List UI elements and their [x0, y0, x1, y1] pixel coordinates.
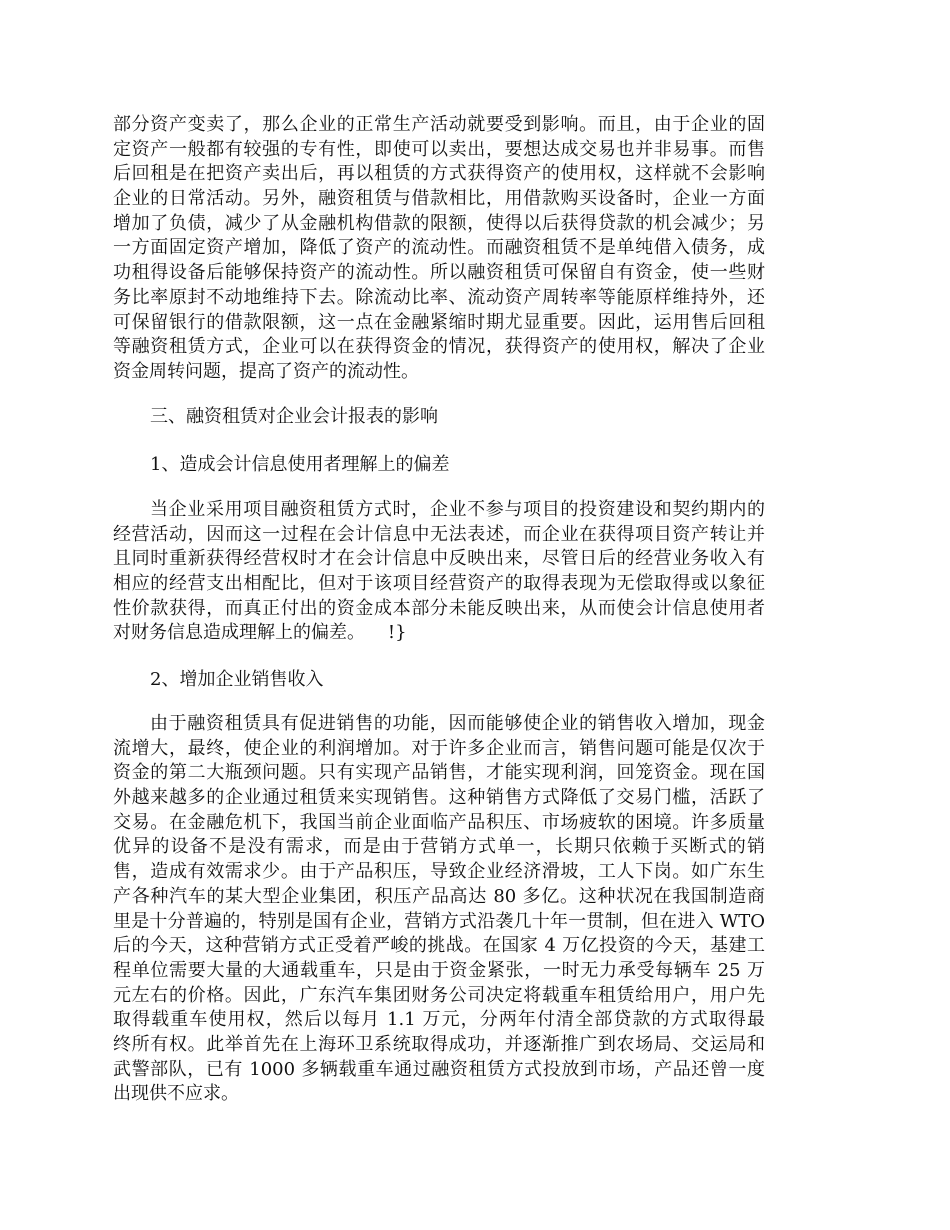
paragraph-line: 企业的日常活动。另外，融资租赁与借款相比，用借款购买设备时，企业一方面 [113, 188, 765, 210]
paragraph-line: 优异的设备不是没有需求，而是由于营销方式单一，长期只依赖于买断式的销 [113, 836, 765, 858]
paragraph-line: 可保留银行的借款限额，这一点在金融紧缩时期尤显重要。因此，运用售后回租 [113, 311, 765, 333]
paragraph-line: 等融资租赁方式，企业可以在获得资金的情况，获得资产的使用权，解决了企业 [113, 336, 765, 358]
paragraph-line: 经营活动，因而这一过程在会计信息中无法表述，而企业在获得项目资产转让并 [113, 523, 765, 545]
paragraph-line: 后回租是在把资产卖出后，再以租赁的方式获得资产的使用权，这样就不会影响 [113, 163, 765, 185]
paragraph-line: 程单位需要大量的大通载重车，只是由于资金紧张，一时无力承受每辆车 25 万 [113, 959, 765, 981]
paragraph-sales-revenue [113, 712, 765, 1107]
paragraph-line: 部分资产变卖了，那么企业的正常生产活动就要受到影响。而且，由于企业的固 [113, 114, 765, 135]
paragraph-line: 一方面固定资产增加，降低了资产的流动性。而融资租赁不是单纯借入债务，成 [113, 237, 765, 259]
paragraph-line: 取得载重车使用权，然后以每月 1.1 万元，分两年付清全部贷款的方式取得最 [113, 1009, 765, 1031]
paragraph-line: 流增大，最终，使企业的利润增加。对于许多企业而言，销售问题可能是仅次于 [113, 737, 765, 759]
paragraph-line: 务比率原封不动地维持下去。除流动比率、流动资产周转率等能原样维持外，还 [113, 286, 765, 308]
paragraph-line: 相应的经营支出相配比，但对于该项目经营资产的取得表现为无偿取得或以象征 [113, 573, 765, 595]
paragraph-line: 定资产一般都有较强的专有性，即使可以卖出，要想达成交易也并非易事。而售 [113, 138, 765, 160]
subsection-heading: 2、增加企业销售收入 [150, 669, 324, 690]
paragraph-line: 由于融资租赁具有促进销售的功能，因而能够使企业的销售收入增加，现金 [150, 713, 765, 734]
section-heading: 三、融资租赁对企业会计报表的影响 [150, 406, 438, 427]
paragraph-line: 增加了负债，减少了从金融机构借款的限额，使得以后获得贷款的机会减少；另 [113, 212, 765, 234]
subsection-heading: 1、造成会计信息使用者理解上的偏差 [150, 454, 450, 475]
paragraph-line: 元左右的价格。因此，广东汽车集团财务公司决定将载重车租赁给用户，用户先 [113, 984, 765, 1006]
paragraph-line: 功租得设备后能够保持资产的流动性。所以融资租赁可保留自有资金，使一些财 [113, 262, 765, 284]
paragraph-line: 武警部队，已有 1000 多辆载重车通过融资租赁方式投放到市场，产品还曾一度 [113, 1058, 765, 1080]
paragraph-line: 产各种汽车的某大型企业集团，积压产品高达 80 多亿。这种状况在我国制造商 [113, 885, 765, 907]
paragraph-line: 售，造成有效需求少。由于产品积压，导致企业经济滑坡，工人下岗。如广东生 [113, 861, 765, 883]
paragraph-line: 交易。在金融危机下，我国当前企业面临产品积压、市场疲软的困境。许多质量 [113, 811, 765, 833]
paragraph-line: 资金的第二大瓶颈问题。只有实现产品销售，才能实现利润，回笼资金。现在国 [113, 762, 765, 784]
paragraph-line: 外越来越多的企业通过租赁来实现销售。这种销售方式降低了交易门槛，活跃了 [113, 787, 765, 809]
paragraph-line: 资金周转问题，提高了资产的流动性。 [113, 360, 419, 382]
paragraph-asset-liquidity [113, 113, 765, 385]
paragraph-line: 且同时重新获得经营权时才在会计信息中反映出来，尽管日后的经营业务收入有 [113, 548, 765, 570]
paragraph-line: 后的今天，这种营销方式正受着严峻的挑战。在国家 4 万亿投资的今天，基建工 [113, 935, 765, 957]
paragraph-line: 性价款获得，而真正付出的资金成本部分未能反映出来，从而使会计信息使用者 [113, 597, 765, 619]
paragraph-line: 对财务信息造成理解上的偏差。 !} [113, 622, 407, 644]
paragraph-line: 出现供不应求。 [113, 1083, 239, 1105]
paragraph-accounting-bias [113, 498, 765, 646]
paragraph-line: 当企业采用项目融资租赁方式时，企业不参与项目的投资建设和契约期内的 [150, 499, 765, 520]
paragraph-line: 里是十分普遍的，特别是国有企业，营销方式沿袭几十年一贯制，但在进入 WTO [113, 910, 765, 932]
paragraph-line: 终所有权。此举首先在上海环卫系统取得成功，并逐渐推广到农场局、交运局和 [113, 1033, 765, 1055]
